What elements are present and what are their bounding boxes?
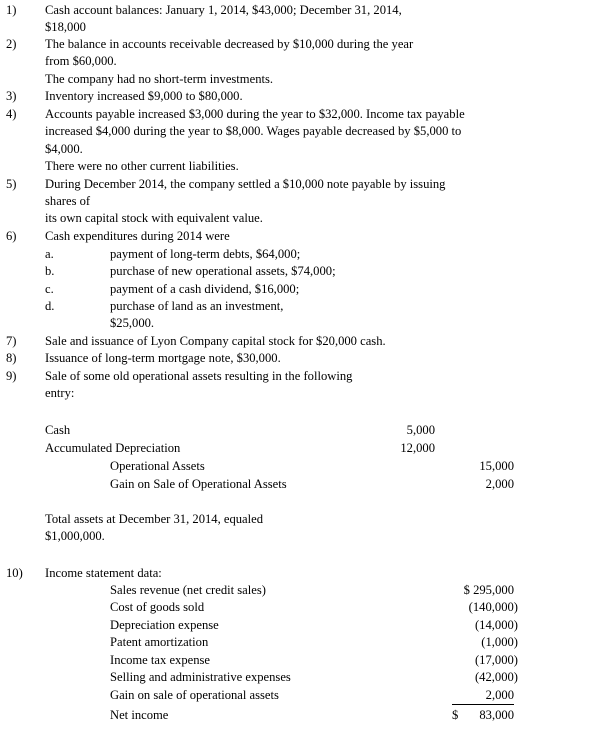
item-number: 1): [6, 3, 17, 17]
item-text: increased $4,000 during the year to $8,000. Wages payable decreased by $5,000 to: [45, 124, 462, 138]
item-number: 6): [6, 229, 17, 243]
income-line-value: (17,000): [474, 653, 518, 667]
item-number: 2): [6, 37, 17, 51]
item-text: Accounts payable increased $3,000 during the year to $32,000. Income tax payable: [45, 107, 465, 121]
expenditure-text: $25,000.: [110, 316, 155, 330]
income-line-value: $ 295,000: [463, 583, 514, 597]
item-text: $4,000.: [45, 142, 83, 156]
net-income-value: 83,000: [479, 708, 514, 722]
item-number: 7): [6, 334, 17, 348]
item-number: 3): [6, 89, 17, 103]
item-text: During December 2014, the company settled a $10,000 note payable by issuing: [45, 177, 446, 191]
expenditure-text: payment of a cash dividend, $16,000;: [110, 282, 300, 296]
total-assets-text: Total assets at December 31, 2014, equaled: [45, 512, 264, 526]
item-text: shares of: [45, 194, 91, 208]
item-text: Income statement data:: [45, 566, 162, 580]
journal-credit: 2,000: [485, 477, 514, 491]
income-line-value: (1,000): [481, 635, 518, 649]
item-text: Sale and issuance of Lyon Company capital stock for $20,000 cash.: [45, 334, 386, 348]
total-assets-text: $1,000,000.: [45, 529, 105, 543]
item-text: from $60,000.: [45, 54, 117, 68]
income-line-label: Sales revenue (net credit sales): [110, 583, 266, 597]
item-number: 5): [6, 177, 17, 191]
item-number: 8): [6, 351, 17, 365]
journal-account: Operational Assets: [110, 459, 205, 473]
income-line-label: Income tax expense: [110, 653, 211, 667]
journal-account: Cash: [45, 423, 71, 437]
item-text: Issuance of long-term mortgage note, $30,000.: [45, 351, 281, 365]
income-line-label: Cost of goods sold: [110, 600, 205, 614]
income-line-value: (42,000): [474, 670, 518, 684]
item-number: 4): [6, 107, 17, 121]
income-line-value: [452, 687, 514, 705]
income-line-label: Depreciation expense: [110, 618, 219, 632]
net-income-currency: $: [452, 708, 459, 722]
expenditure-letter: d.: [45, 299, 55, 313]
item-text: entry:: [45, 386, 75, 400]
income-line-label: Patent amortization: [110, 635, 209, 649]
underlined-value: 2,000: [452, 687, 514, 705]
journal-debit: 5,000: [406, 423, 435, 437]
expenditure-letter: a.: [45, 247, 54, 261]
expenditure-letter: b.: [45, 264, 55, 278]
journal-account: Accumulated Depreciation: [45, 441, 181, 455]
journal-debit: 12,000: [400, 441, 435, 455]
expenditure-text: purchase of new operational assets, $74,000;: [110, 264, 336, 278]
journal-credit: 15,000: [479, 459, 514, 473]
item-text: Cash expenditures during 2014 were: [45, 229, 230, 243]
income-line-value: (14,000): [474, 618, 518, 632]
item-text: The company had no short-term investments.: [45, 72, 274, 86]
income-line-value: (140,000): [468, 600, 518, 614]
item-text: There were no other current liabilities.: [45, 159, 239, 173]
expenditure-text: payment of long-term debts, $64,000;: [110, 247, 301, 261]
item-number: 9): [6, 369, 17, 383]
item-text: Inventory increased $9,000 to $80,000.: [45, 89, 243, 103]
income-line-label: Gain on sale of operational assets: [110, 688, 279, 702]
expenditure-letter: c.: [45, 282, 54, 296]
item-text: its own capital stock with equivalent value.: [45, 211, 263, 225]
item-text: The balance in accounts receivable decreased by $10,000 during the year: [45, 37, 414, 51]
income-line-label: Selling and administrative expenses: [110, 670, 291, 684]
item-number: 10): [6, 566, 23, 580]
item-text: $18,000: [45, 20, 86, 34]
item-text: Cash account balances: January 1, 2014, $43,000; December 31, 2014,: [45, 3, 402, 17]
item-text: Sale of some old operational assets resulting in the following: [45, 369, 353, 383]
expenditure-text: purchase of land as an investment,: [110, 299, 284, 313]
journal-account: Gain on Sale of Operational Assets: [110, 477, 287, 491]
net-income-label: Net income: [110, 708, 169, 722]
